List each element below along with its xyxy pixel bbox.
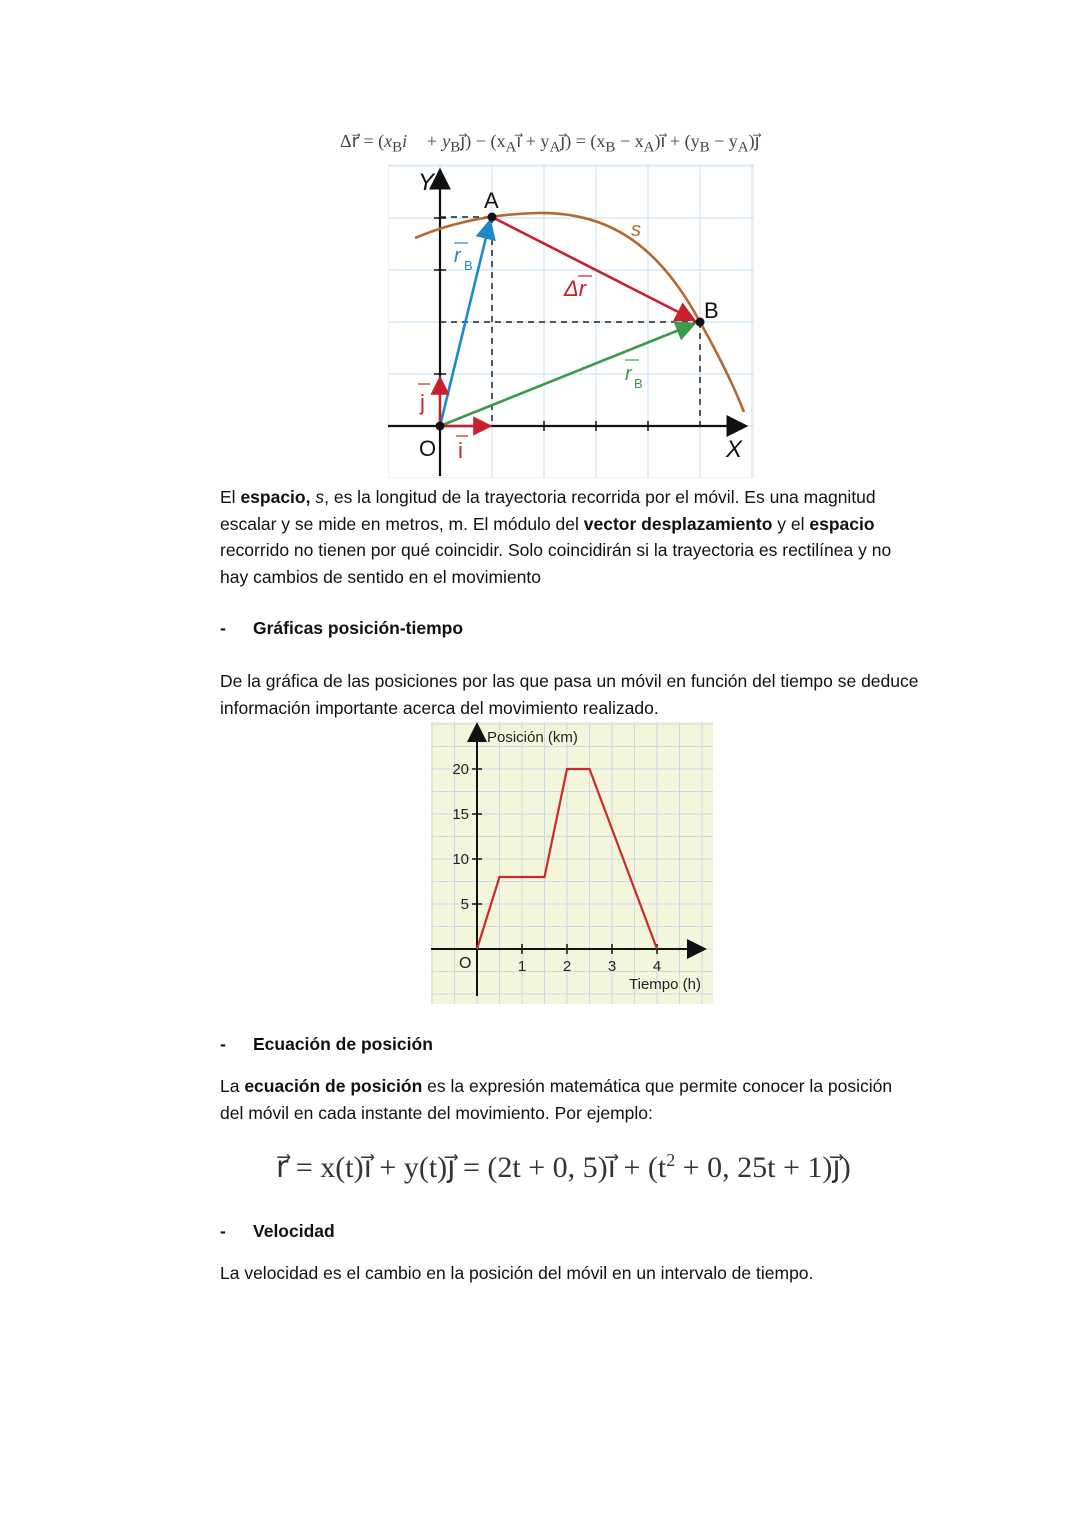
formula-sub: B (605, 139, 616, 156)
formula-sub: A (737, 139, 749, 156)
formula-text: )i⃗ + (y (654, 131, 700, 151)
position-time-chart (431, 722, 713, 1004)
bullet-dash: - (220, 1034, 226, 1054)
text: es la expresión matemática que permite conocer la posición del móvil en cada instante del movimiento. Por ejemplo: (220, 1076, 893, 1123)
formula-sub: B (392, 139, 403, 156)
origin-label: O (419, 436, 437, 461)
formula-text: j⃗) = (x (560, 131, 606, 151)
vector-ra-subscript: B (464, 258, 473, 273)
x-tick-label: 1 (517, 958, 527, 975)
heading-text: Velocidad (253, 1221, 335, 1241)
formula-sub: A (505, 139, 517, 156)
text: , es la longitud de la trayectoria recorrida por el móvil. Es una magnitud escalar y se mide en metros, m. El módulo del (220, 487, 876, 534)
formula-sub: B (450, 139, 461, 156)
y-tick-label: 5 (460, 896, 469, 913)
espacio-paragraph (220, 484, 920, 590)
unit-j-text: j (420, 390, 425, 415)
formula-sub: B (699, 139, 710, 156)
formula-text: r⃗ = x(t)i⃗ + y(t)j⃗ = (2t + 0, 5)i⃗ + (t (276, 1151, 667, 1184)
displacement-formula (340, 131, 760, 157)
point-a (488, 213, 497, 222)
velocidad-paragraph: La velocidad es el cambio en la posición del móvil en un intervalo de tiempo. (220, 1263, 814, 1283)
chart-x-label: Tiempo (h) (629, 976, 701, 993)
chart-y-label: Posición (km) (487, 729, 578, 746)
heading-text: Ecuación de posición (253, 1034, 433, 1054)
bold-term: ecuación de posición (244, 1076, 423, 1096)
y-tick-label: 10 (452, 851, 469, 868)
formula-sub: A (643, 139, 655, 156)
text: y el (772, 513, 810, 534)
heading-velocidad (220, 1221, 335, 1242)
text: recorrido no tienen por qué coincidir. Solo coincidirán si la trayectoria es rectilínea y no hay cambios de sentido en el movimiento (220, 540, 892, 587)
formula-text: Δr⃗ = ( (340, 131, 385, 151)
vector-ra-symbol: r (454, 245, 461, 267)
y-tick-label: 20 (452, 761, 469, 778)
formula-text: − y (709, 131, 738, 151)
trajectory-label: s (631, 219, 641, 241)
x-axis-label: X (726, 436, 743, 463)
formula-text: j⃗) − (x (460, 131, 506, 151)
bold-term: espacio, (240, 487, 311, 507)
heading-graficas (220, 618, 463, 639)
x-tick-label: 3 (607, 958, 617, 975)
formula-text: )j⃗ (748, 131, 760, 151)
chart-origin-label: O (459, 955, 472, 972)
italic-symbol: s (315, 487, 325, 507)
y-axis-label: Y (418, 169, 435, 196)
point-b-label: B (704, 298, 719, 323)
vector-rb-symbol: r (625, 363, 632, 385)
position-equation (276, 1150, 851, 1185)
delta-r-text: Δr (564, 276, 587, 301)
formula-text: x (384, 131, 393, 151)
ecuacion-paragraph (220, 1073, 920, 1126)
point-a-label: A (484, 188, 499, 213)
formula-text: i⃗ + y (402, 131, 451, 151)
bold-term: vector desplazamiento (583, 513, 773, 534)
text: El (220, 487, 241, 507)
heading-text: Gráficas posición-tiempo (253, 618, 464, 638)
y-tick-label: 15 (452, 806, 469, 823)
unit-i-text: i (458, 438, 463, 463)
bold-term: espacio (809, 513, 875, 534)
bullet-dash: - (220, 618, 226, 638)
text: La (220, 1076, 245, 1096)
x-tick-label: 4 (652, 958, 662, 975)
vector-diagram (388, 164, 754, 478)
origin-point (436, 422, 445, 431)
chart-background (431, 722, 713, 1004)
heading-ecuacion (220, 1034, 433, 1055)
vector-rb-subscript: B (634, 376, 643, 391)
formula-text: + 0, 25t + 1)j⃗) (675, 1151, 851, 1184)
formula-text: − x (615, 131, 644, 151)
bullet-dash: - (220, 1221, 226, 1241)
formula-text: i⃗ + y (516, 131, 550, 151)
x-tick-label: 2 (562, 958, 572, 975)
formula-superscript: 2 (666, 1150, 676, 1170)
formula-sub: A (549, 139, 561, 156)
graficas-paragraph: De la gráfica de las posiciones por las que pasa un móvil en función del tiempo se deduce información importante acerca del movimiento realizado. (220, 671, 919, 718)
